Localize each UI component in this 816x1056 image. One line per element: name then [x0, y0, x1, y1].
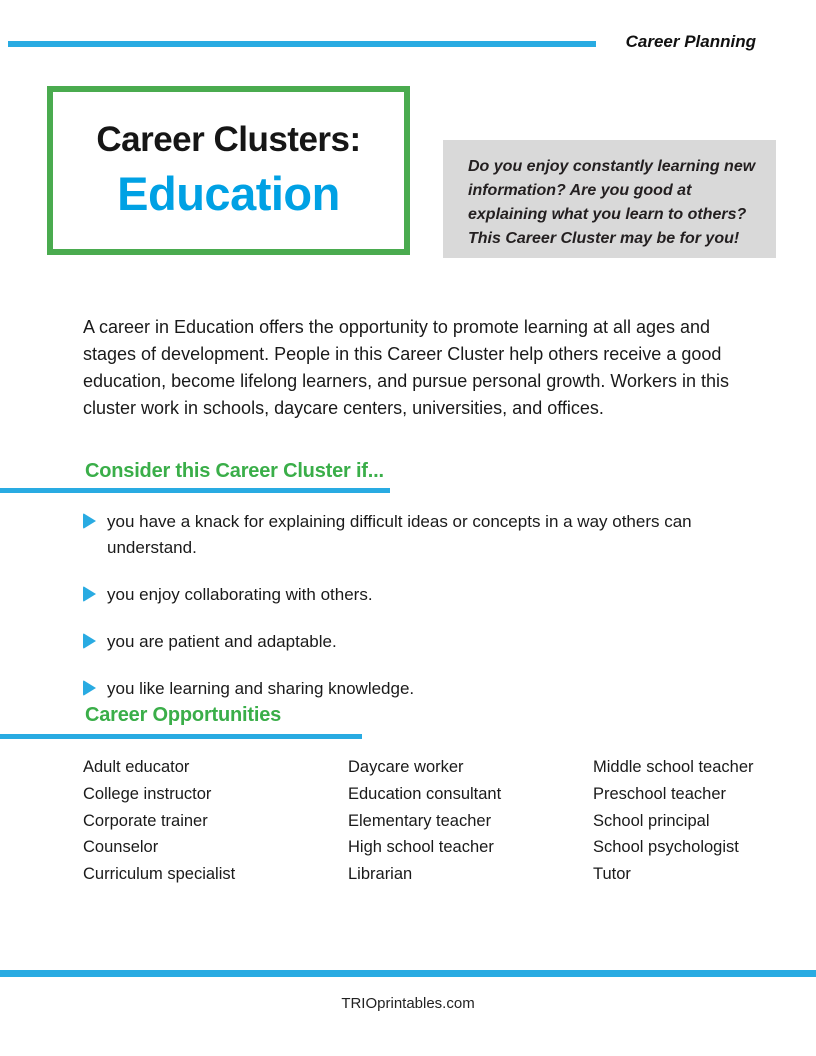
list-item: Middle school teacher [593, 758, 754, 776]
opportunities-underline [0, 734, 362, 739]
triangle-bullet-icon [83, 633, 96, 649]
list-item: Corporate trainer [83, 811, 208, 830]
careers-column-3 [593, 754, 793, 888]
list-item: Curriculum specialist [83, 865, 236, 884]
list-item [83, 629, 728, 655]
list-item: College instructor [83, 784, 212, 803]
bullet-text: you are patient and adaptable. [107, 632, 337, 651]
page-subtitle: Education [117, 167, 340, 220]
list-item: High school teacher [348, 838, 494, 857]
list-item: Tutor [593, 865, 631, 884]
list-item: Adult educator [83, 758, 190, 776]
careers-column-1 [83, 754, 348, 888]
list-item [83, 676, 728, 702]
quote-text: Do you enjoy constantly learning new information? Are you good at explaining what you learn to others? This Career Cluster may be for you! [468, 158, 756, 247]
list-item: Education consultant [348, 784, 502, 803]
triangle-bullet-icon [83, 680, 96, 696]
bullet-text: you like learning and sharing knowledge. [107, 679, 415, 698]
bullet-text: you have a knack for explaining difficult ideas or concepts in a way others can understand. [107, 512, 692, 557]
list-item: Librarian [348, 865, 413, 884]
header-label: Career Planning [625, 32, 756, 51]
list-item [83, 509, 728, 561]
page-title: Career Clusters: [96, 120, 361, 159]
triangle-bullet-icon [83, 513, 96, 529]
triangle-bullet-icon [83, 586, 96, 602]
list-item: School psychologist [593, 838, 739, 857]
bullet-text: you enjoy collaborating with others. [107, 585, 373, 604]
careers-columns [83, 754, 793, 888]
quote-box [443, 140, 776, 258]
section-heading-consider: Consider this Career Cluster if... [85, 460, 384, 482]
intro-paragraph: A career in Education offers the opportunity to promote learning at all ages and stages of development. People in this Career Cluster help others receive a good education, become lifelong learners, and pursue personal growth. Workers in this cluster work in schools, daycare centers, universities, and offices. [83, 317, 730, 418]
footer-site-name: TRIOprintables.com [341, 995, 475, 1012]
list-item [83, 582, 728, 608]
list-item: Counselor [83, 838, 159, 857]
list-item: Daycare worker [348, 758, 464, 776]
consider-bullet-list [83, 509, 728, 723]
list-item: Elementary teacher [348, 811, 492, 830]
footer-divider-line [0, 970, 816, 977]
header-divider-line [8, 41, 596, 47]
section-heading-opportunities: Career Opportunities [85, 704, 282, 726]
title-box [47, 86, 410, 255]
consider-underline [0, 488, 390, 493]
careers-column-2 [348, 754, 593, 888]
list-item: Preschool teacher [593, 784, 726, 803]
list-item: School principal [593, 811, 710, 830]
